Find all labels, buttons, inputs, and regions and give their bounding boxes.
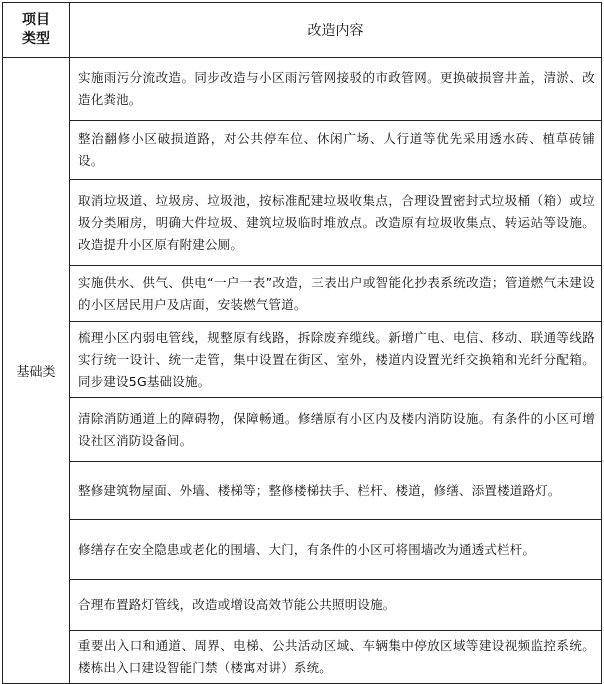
table-row xyxy=(3,180,602,266)
content-cell: 实施雨污分流改造。同步改造与小区雨污管网接驳的市政管网。更换破损窨井盖，清淤、改造化粪池。 xyxy=(70,58,602,121)
header-project-type xyxy=(3,3,70,58)
table-row xyxy=(3,121,602,180)
header-renovation-content: 改造内容 xyxy=(70,3,602,58)
content-cell: 整修建筑物屋面、外墙、楼梯等；整修楼梯扶手、栏杆、楼道，修缮、添置楼道路灯。 xyxy=(70,462,602,520)
renovation-table xyxy=(2,2,602,684)
table-row xyxy=(3,580,602,631)
content-cell: 重要出入口和通道、周界、电梯、公共活动区域、车辆集中停放区域等建设视频监控系统。楼栋出入口建设智能门禁（楼寓对讲）系统。 xyxy=(70,631,602,684)
header-type-line2: 类型 xyxy=(22,31,50,47)
content-cell: 合理布置路灯管线，改造或增设高效节能公共照明设施。 xyxy=(70,580,602,631)
table-row xyxy=(3,398,602,462)
content-cell: 梳理小区内弱电管线，规整原有线路，拆除废弃缆线。新增广电、电信、移动、联通等线路实行统一设计、统一走管，集中设置在街区、室外，楼道内设置光纤交换箱和光纤分配箱。同步建设5G基础设施。 xyxy=(70,322,602,398)
table-row xyxy=(3,631,602,684)
header-type-line1: 项目 xyxy=(22,12,50,28)
content-cell: 清除消防通道上的障碍物，保障畅通。修缮原有小区内及楼内消防设施。有条件的小区可增设社区消防设备间。 xyxy=(70,398,602,462)
table-row xyxy=(3,58,602,121)
table-row xyxy=(3,462,602,520)
content-cell: 整治翻修小区破损道路，对公共停车位、休闲广场、人行道等优先采用透水砖、植草砖铺设。 xyxy=(70,121,602,180)
content-cell: 修缮存在安全隐患或老化的围墙、大门，有条件的小区可将围墙改为通透式栏杆。 xyxy=(70,520,602,580)
table-row xyxy=(3,266,602,322)
table-header-row xyxy=(3,3,602,58)
table-row xyxy=(3,520,602,580)
table-row xyxy=(3,322,602,398)
category-cell: 基础类 xyxy=(3,58,70,684)
content-cell: 取消垃圾道、垃圾房、垃圾池，按标准配建垃圾收集点，合理设置密封式垃圾桶（箱）或垃圾分类厢房，明确大件垃圾、建筑垃圾临时堆放点。改造原有垃圾收集点、转运站等设施。改造提升小区原有附建公厕。 xyxy=(70,180,602,266)
content-cell: 实施供水、供气、供电“一户一表”改造，三表出户或智能化抄表系统改造；管道燃气未建设的小区居民用户及店面，安装燃气管道。 xyxy=(70,266,602,322)
